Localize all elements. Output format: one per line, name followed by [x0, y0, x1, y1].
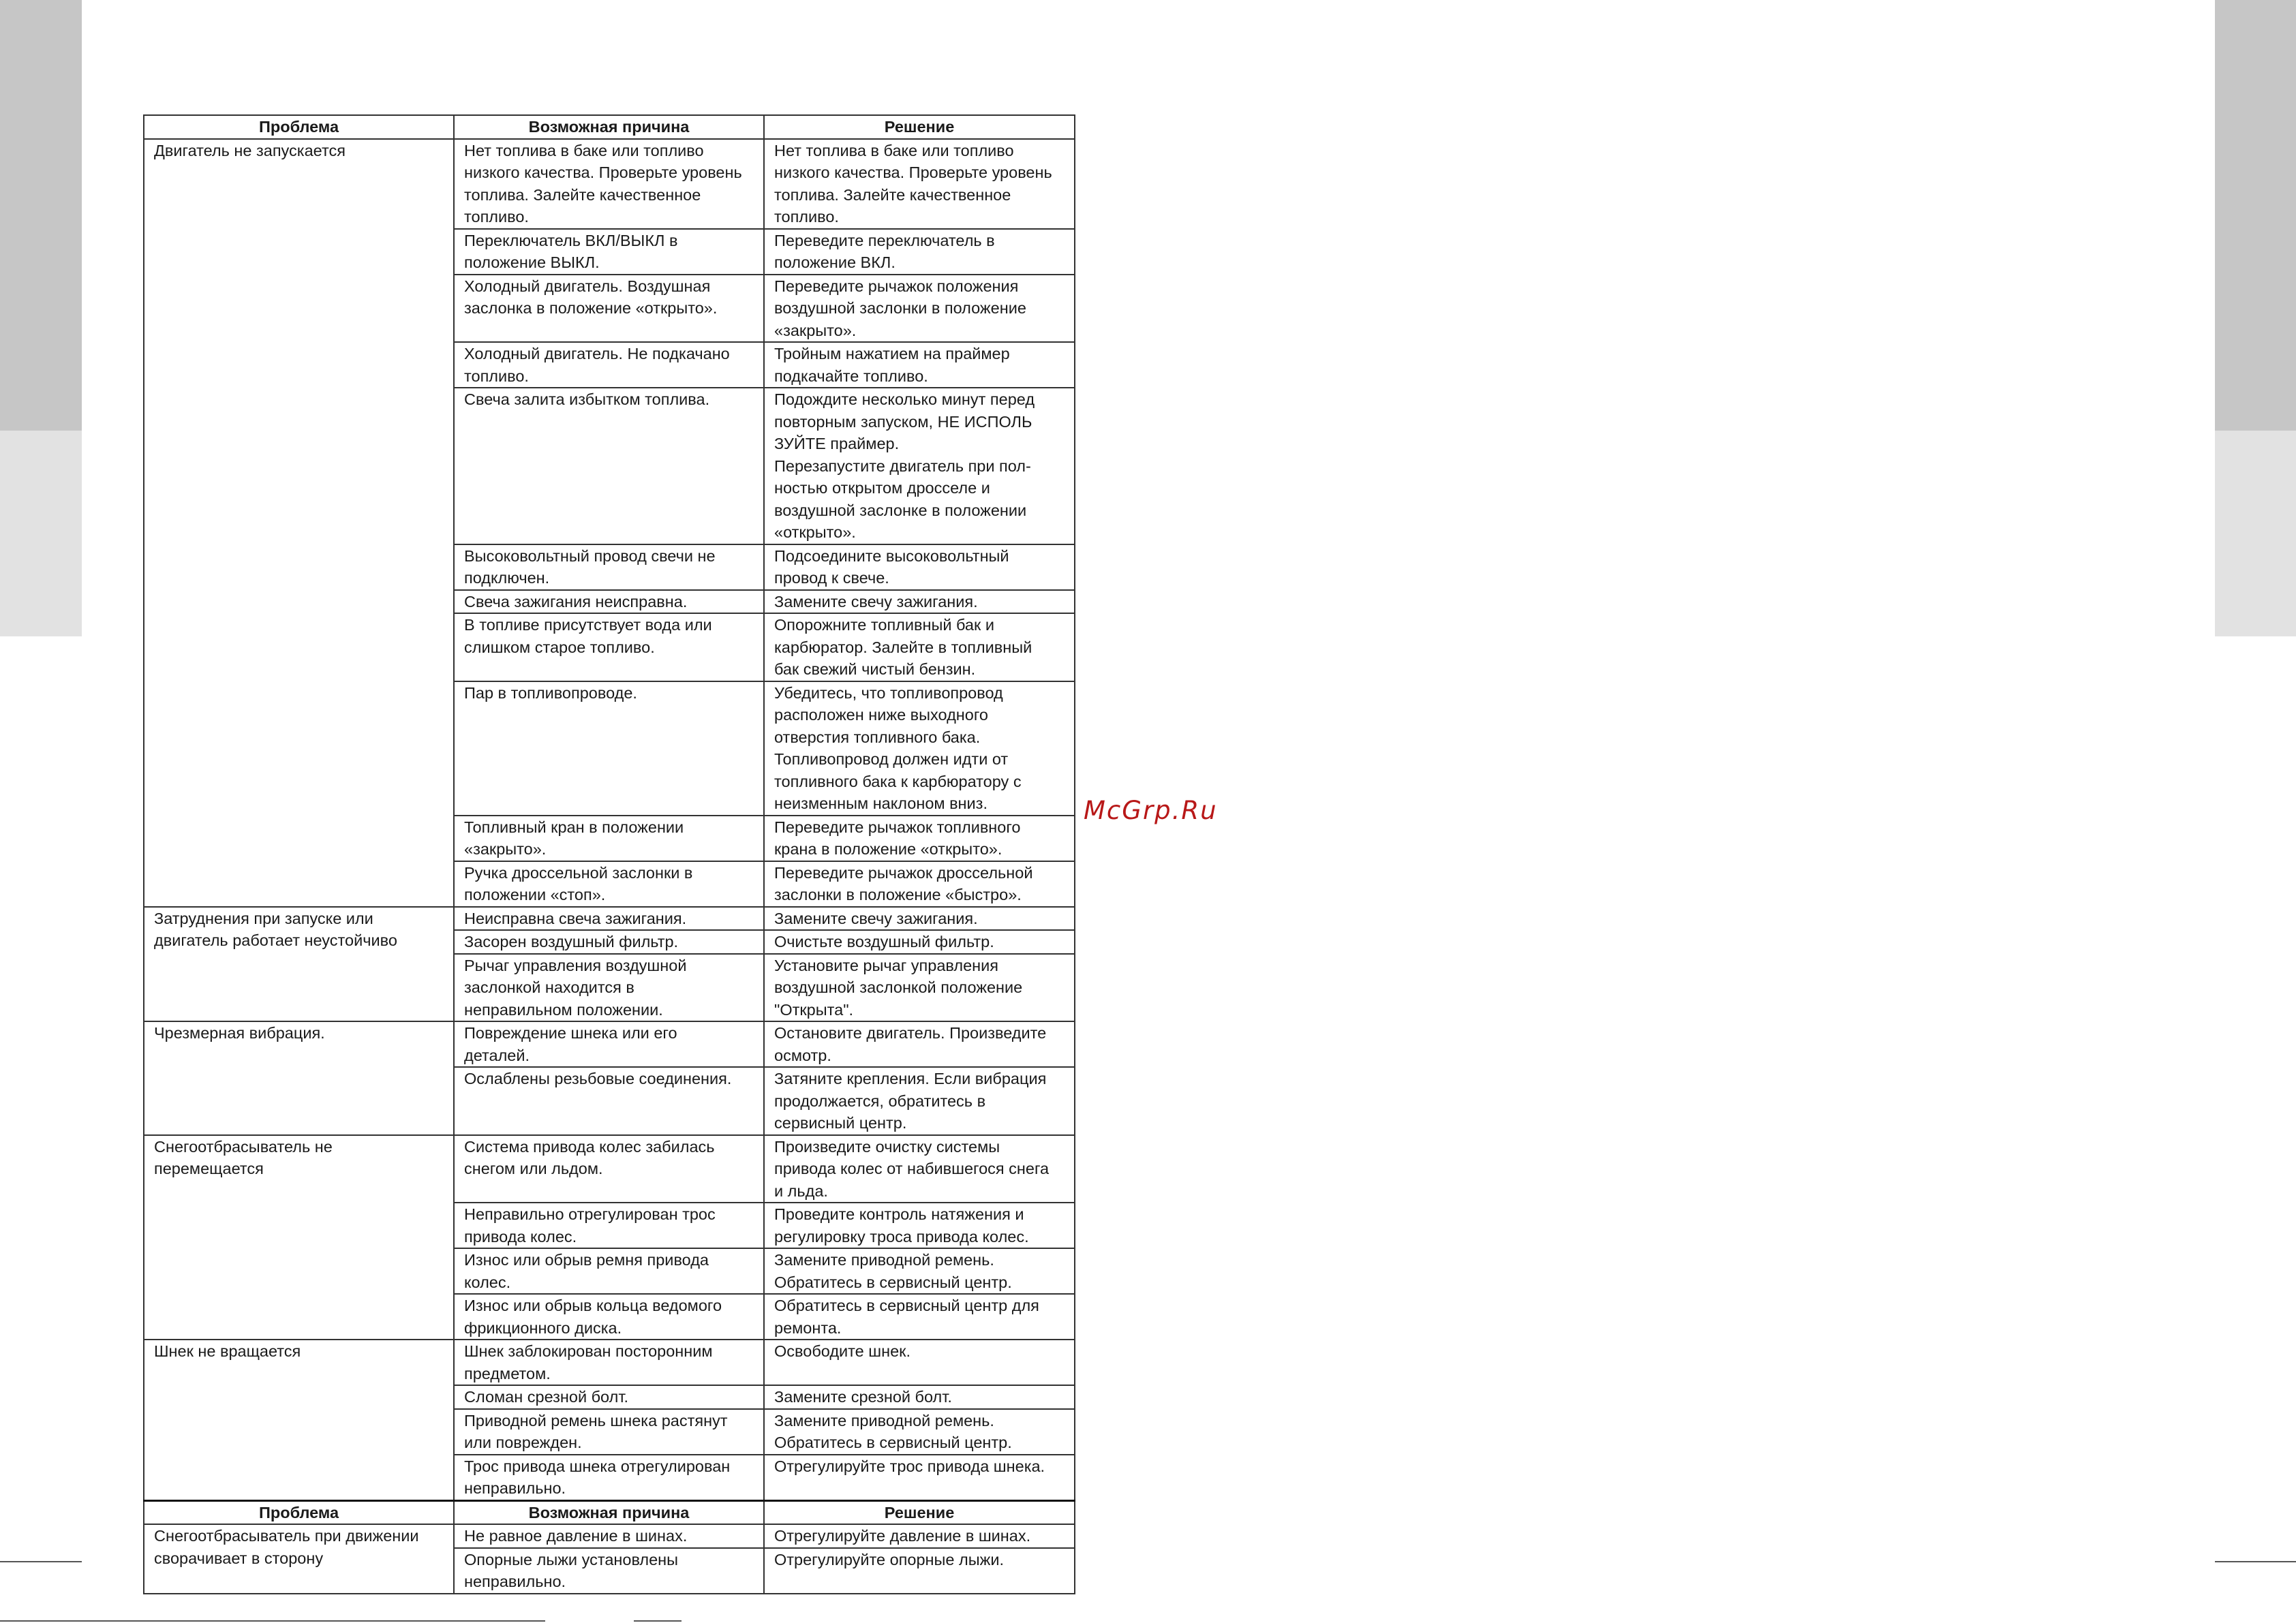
cause-cell: В топливе присутствует вода или слишком старое топливо. [454, 613, 764, 681]
header-solution: Решение [764, 1500, 1075, 1524]
cause-cell: Ослаблены резьбовые соединения. [454, 1067, 764, 1135]
cause-cell: Повреждение шнека или его деталей. [454, 1021, 764, 1067]
cause-cell: Неправильно отрегулирован трос привода колес. [454, 1203, 764, 1248]
solution-cell: Переведите рычажок положения воздушной заслонки в положение «закрыто». [764, 275, 1075, 343]
problem-cell: Снегоотбрасыватель не перемещается [144, 1135, 454, 1340]
solution-cell: Очистьте воздушный фильтр. [764, 930, 1075, 954]
left-footer-rule [0, 1561, 82, 1562]
solution-cell: Замените свечу зажигания. [764, 907, 1075, 931]
solution-cell: Произведите очистку системы привода колес от набившегося снега и льда. [764, 1135, 1075, 1203]
solution-cell: Замените свечу зажигания. [764, 590, 1075, 614]
cause-cell: Холодный двигатель. Воздушная заслонка в положение «открыто». [454, 275, 764, 343]
header-row [144, 115, 1075, 139]
cause-cell: Ручка дроссельной заслонки в положении «стоп». [454, 861, 764, 907]
solution-cell: Подсоедините высоковольтный провод к свече. [764, 544, 1075, 590]
cause-cell: Рычаг управления воздушной заслонкой находится в неправильном положении. [454, 954, 764, 1022]
solution-cell: Установите рычаг управления воздушной заслонкой положение "Открыта". [764, 954, 1075, 1022]
header-problem: Проблема [144, 1500, 454, 1524]
cause-cell: Холодный двигатель. Не подкачано топливо. [454, 342, 764, 388]
header-cause: Возможная причина [454, 115, 764, 139]
solution-cell: Переведите рычажок топливного крана в положение «открыто». [764, 816, 1075, 861]
solution-cell: Отрегулируйте давление в шинах. [764, 1524, 1075, 1548]
solution-cell: Замените приводной ремень. Обратитесь в сервисный центр. [764, 1248, 1075, 1294]
cause-cell: Система привода колес забилась снегом или льдом. [454, 1135, 764, 1203]
solution-cell: Обратитесь в сервисный центр для ремонта. [764, 1294, 1075, 1340]
cause-cell: Не равное давление в шинах. [454, 1524, 764, 1548]
header-row [144, 1500, 1075, 1524]
solution-cell: Переведите рычажок дроссельной заслонки в положение «быстро». [764, 861, 1075, 907]
solution-cell: Освободите шнек. [764, 1340, 1075, 1385]
solution-cell: Отрегулируйте трос привода шнека. [764, 1455, 1075, 1501]
problem-cell: Двигатель не запускается [144, 139, 454, 907]
left-margin-band-bottom [0, 431, 82, 636]
problem-cell: Снегоотбрасыватель при движении сворачивает в сторону [144, 1524, 454, 1594]
cause-cell: Пар в топливопроводе. [454, 681, 764, 816]
table-row [144, 907, 1075, 931]
watermark-text: McGrp.Ru [1084, 796, 1218, 825]
cause-cell: Засорен воздушный фильтр. [454, 930, 764, 954]
solution-cell: Замените срезной болт. [764, 1385, 1075, 1409]
right-footer-rule [2215, 1561, 2296, 1562]
solution-cell: Затяните крепления. Если вибрация продолжается, обратитесь в сервисный центр. [764, 1067, 1075, 1135]
cause-cell: Переключатель ВКЛ/ВЫКЛ в положение ВЫКЛ. [454, 229, 764, 275]
cause-cell: Сломан срезной болт. [454, 1385, 764, 1409]
cause-cell: Неисправна свеча зажигания. [454, 907, 764, 931]
solution-cell: Отрегулируйте опорные лыжи. [764, 1548, 1075, 1594]
header-solution: Решение [764, 115, 1075, 139]
cause-cell: Износ или обрыв кольца ведомого фрикционного диска. [454, 1294, 764, 1340]
header-cause: Возможная причина [454, 1500, 764, 1524]
cause-cell: Опорные лыжи установлены неправильно. [454, 1548, 764, 1594]
solution-cell: Нет топлива в баке или топливо низкого качества. Проверьте уровень топлива. Залейте качественное топливо. [764, 139, 1075, 229]
right-margin-band-bottom [2215, 431, 2296, 636]
cause-cell: Трос привода шнека отрегулирован неправильно. [454, 1455, 764, 1501]
problem-cell: Чрезмерная вибрация. [144, 1021, 454, 1135]
table-row [144, 1340, 1075, 1385]
troubleshooting-table-body [144, 115, 1075, 1594]
cause-cell: Приводной ремень шнека растянут или поврежден. [454, 1409, 764, 1455]
solution-cell: Переведите переключатель в положение ВКЛ. [764, 229, 1075, 275]
left-margin-band-top [0, 0, 82, 431]
cause-cell: Топливный кран в положении «закрыто». [454, 816, 764, 861]
bottom-rule-left [0, 1620, 545, 1622]
bottom-rule-small [634, 1620, 682, 1622]
solution-cell: Тройным нажатием на праймер подкачайте топливо. [764, 342, 1075, 388]
table-row [144, 1135, 1075, 1203]
troubleshooting-table [143, 114, 1075, 1594]
cause-cell: Износ или обрыв ремня привода колес. [454, 1248, 764, 1294]
cause-cell: Шнек заблокирован посторонним предметом. [454, 1340, 764, 1385]
solution-cell: Опорожните топливный бак и карбюратор. Залейте в топливный бак свежий чистый бензин. [764, 613, 1075, 681]
problem-cell: Шнек не вращается [144, 1340, 454, 1500]
table-row [144, 1524, 1075, 1548]
solution-cell: Подождите несколько минут перед повторным запуском, НЕ ИСПОЛЬ ЗУЙТЕ праймер. Перезапустите двигатель при пол- ностью открытом дросселе и воздушной заслонке в положении «открыто». [764, 388, 1075, 544]
cause-cell: Высоковольтный провод свечи не подключен. [454, 544, 764, 590]
table-row [144, 139, 1075, 229]
solution-cell: Убедитесь, что топливопровод расположен ниже выходного отверстия топливного бака. Топливопровод должен идти от топливного бака к карбюратору с неизменным наклоном вниз. [764, 681, 1075, 816]
header-problem: Проблема [144, 115, 454, 139]
problem-cell: Затруднения при запуске или двигатель работает неустойчиво [144, 907, 454, 1022]
table-row [144, 1021, 1075, 1067]
solution-cell: Проведите контроль натяжения и регулировку троса привода колес. [764, 1203, 1075, 1248]
cause-cell: Свеча залита избытком топлива. [454, 388, 764, 544]
cause-cell: Нет топлива в баке или топливо низкого качества. Проверьте уровень топлива. Залейте качественное топливо. [454, 139, 764, 229]
solution-cell: Остановите двигатель. Произведите осмотр. [764, 1021, 1075, 1067]
solution-cell: Замените приводной ремень. Обратитесь в сервисный центр. [764, 1409, 1075, 1455]
right-margin-band-top [2215, 0, 2296, 431]
cause-cell: Свеча зажигания неисправна. [454, 590, 764, 614]
